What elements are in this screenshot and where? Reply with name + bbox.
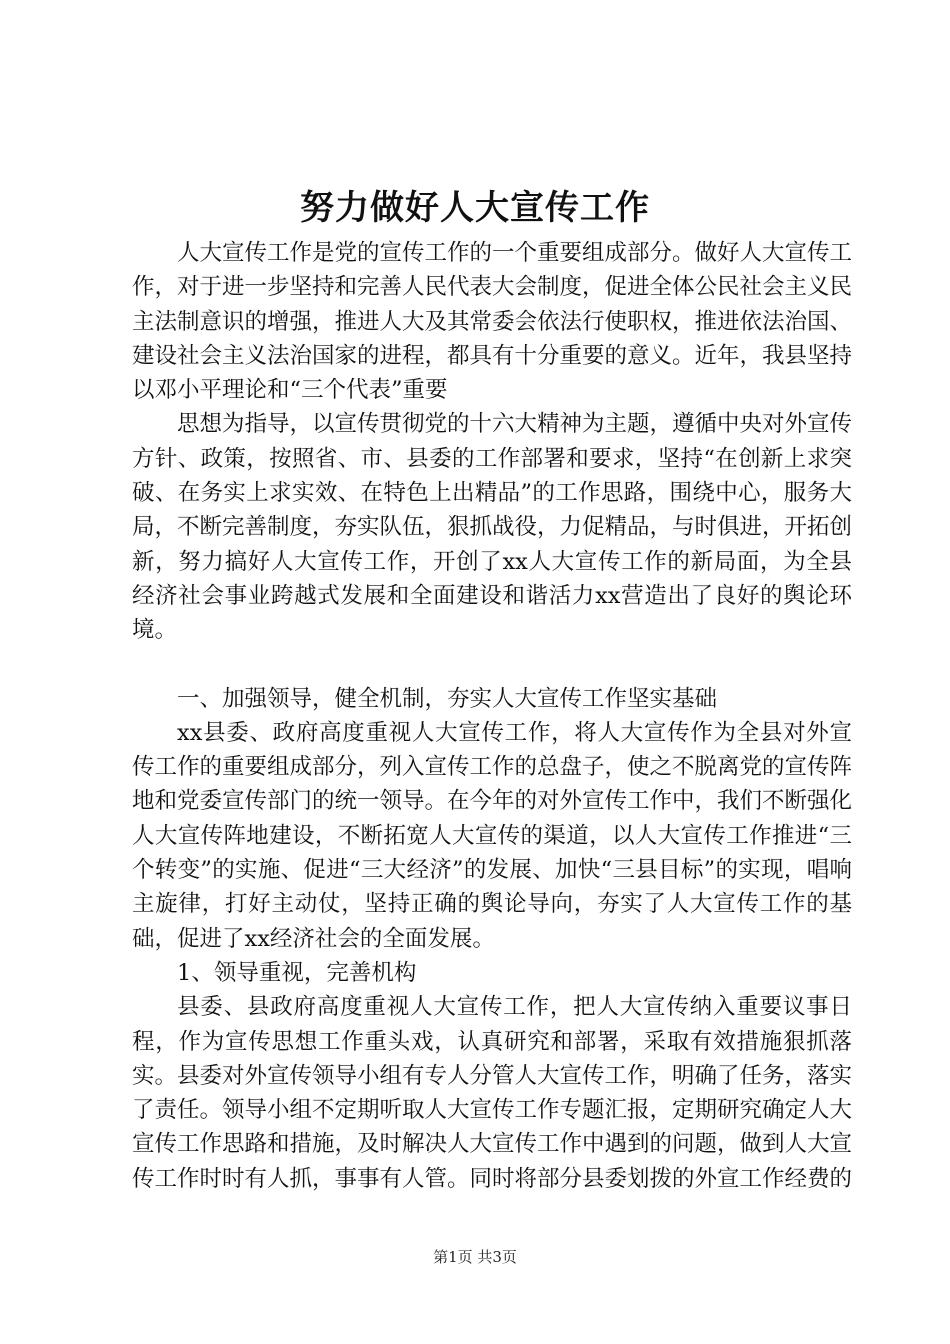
subsection-heading-1-1: 1、领导重视，完善机构 [177, 959, 417, 986]
paragraph-guiding-thought: 思想为指导，以宣传贯彻党的十六大精神为主题，遵循中央对外宣传方针、政策，按照省、市、县委的工作部署和要求，坚持“在创新上求突破、在务实上求实效、在特色上出精品”的工作思路，围绕中心，服务大局，不断完善制度，夯实队伍，狠抓战役，力促精品，与时俱进，开拓创新，努力搞好人大宣传工作，开创了xx人大宣传工作的新局面，为全县经济社会事业跨越式发展和全面建设和谐活力xx营造出了良好的舆论环境。 [132, 411, 853, 644]
document-body [132, 236, 852, 1196]
paragraph-subsection-1-1: 县委、县政府高度重视人大宣传工作，把人大宣传纳入重要议事日程，作为宣传思想工作重头戏，认真研究和部署，采取有效措施狠抓落实。县委对外宣传领导小组有专人分管人大宣传工作，明确了任务，落实了责任。领导小组不定期听取人大宣传工作专题汇报，定期研究确定人大宣传工作思路和措施，及时解决人大宣传工作中遇到的问题，做到人大宣传工作时时有人抓，事事有人管。同时将部分县委划拨的外宣工作经费的 [132, 994, 853, 1192]
paragraph-intro: 人大宣传工作是党的宣传工作的一个重要组成部分。做好人大宣传工作，对于进一步坚持和完善人民代表大会制度，促进全体公民社会主义民主法制意识的增强，推进人大及其常委会依法行使职权，推进依法治国、建设社会主义法治国家的进程，都具有十分重要的意义。近年，我县坚持以邓小平理论和“三个代表”重要 [132, 240, 853, 404]
section-heading-1: 一、加强领导，健全机制，夯实人大宣传工作坚实基础 [177, 685, 718, 712]
page-footer: 第1页 共3页 [433, 1248, 517, 1266]
paragraph-section-1: xx县委、政府高度重视人大宣传工作，将人大宣传作为全县对外宣传工作的重要组成部分，列入宣传工作的总盘子，使之不脱离党的宣传阵地和党委宣传部门的统一领导。在今年的对外宣传工作中，我们不断强化人大宣传阵地建设，不断拓宽人大宣传的渠道，以人大宣传工作推进“三个转变”的实施、促进“三大经济”的发展、加快“三县目标”的实现，唱响主旋律，打好主动仗，坚持正确的舆论导向，夯实了人大宣传工作的基础，促进了xx经济社会的全面发展。 [132, 719, 853, 952]
paragraph-spacer [132, 648, 852, 682]
document-title: 努力做好人大宣传工作 [300, 188, 650, 228]
